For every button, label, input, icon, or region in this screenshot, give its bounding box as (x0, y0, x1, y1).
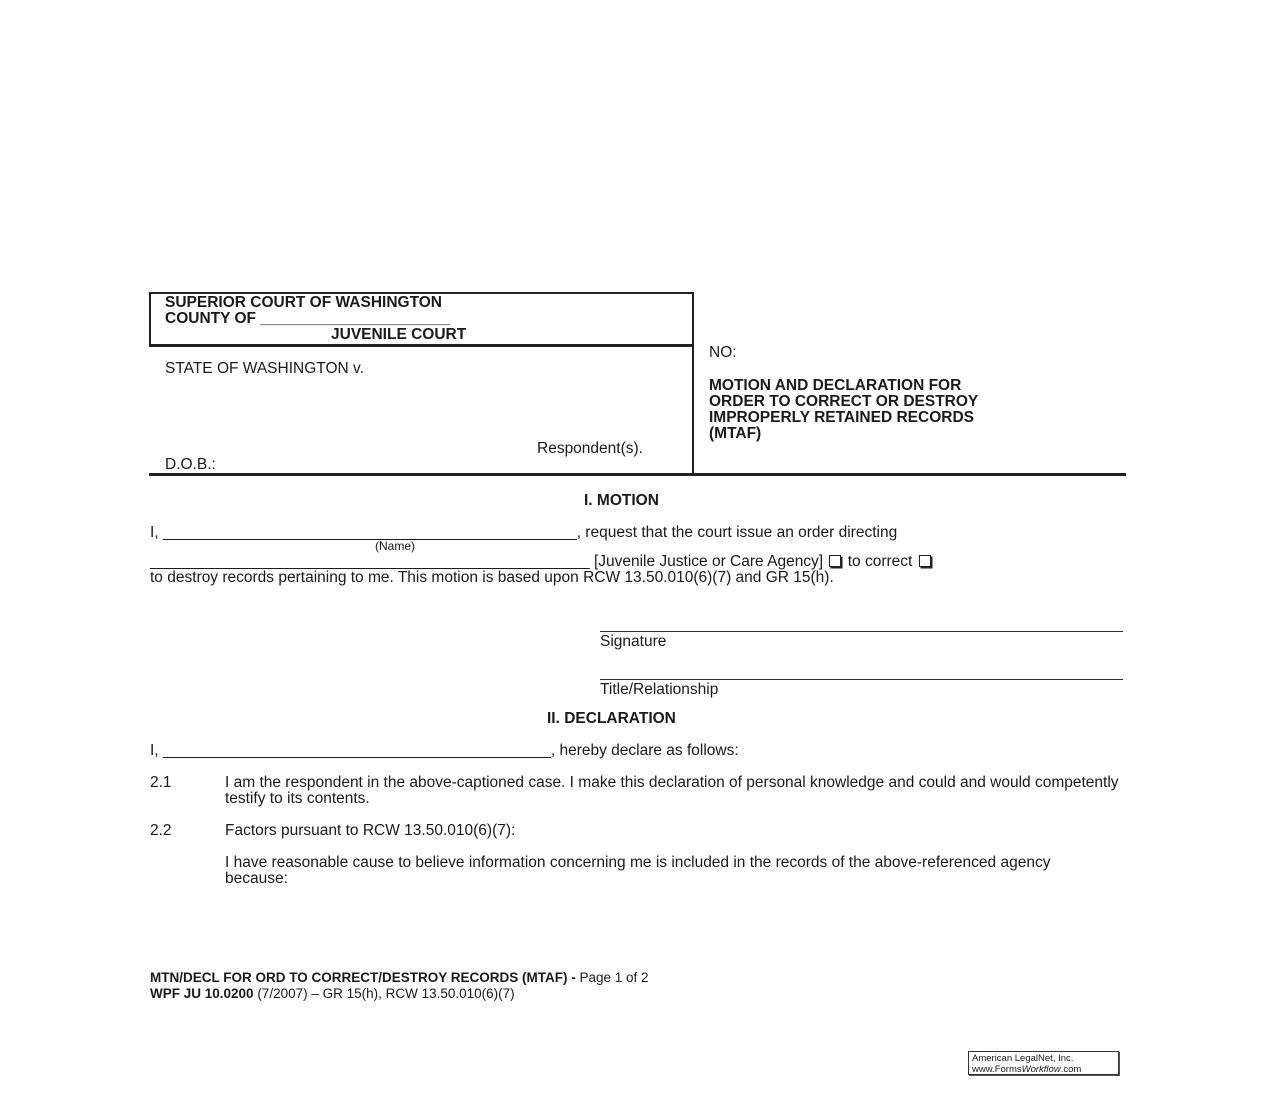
item-2-1-number: 2.1 (150, 774, 172, 791)
declaration-heading: II. DECLARATION (547, 710, 676, 727)
form-title-line3: IMPROPERLY RETAINED RECORDS (709, 409, 974, 426)
motion-line2 (150, 554, 933, 570)
footer-page: Page 1 of 2 (575, 970, 649, 985)
title-relationship-label: Title/Relationship (600, 681, 719, 698)
caption-divider-horizontal (149, 473, 1126, 476)
american-legalnet-logo (968, 1051, 1119, 1075)
name-label: (Name) (375, 539, 416, 553)
respondent-label: Respondent(s). (537, 440, 643, 457)
court-name-line1: SUPERIOR COURT OF WASHINGTON (165, 294, 443, 311)
item-2-2-number: 2.2 (150, 822, 172, 839)
footer-form-title: MTN/DECL FOR ORD TO CORRECT/DESTROY RECORDS (MTAF) - (150, 970, 576, 985)
juvenile-court-line: JUVENILE COURT (331, 326, 467, 343)
title-relationship-line[interactable] (600, 679, 1123, 680)
item-2-2-text: Factors pursuant to RCW 13.50.010(6)(7): (225, 822, 516, 839)
form-title-line2: ORDER TO CORRECT OR DESTROY (709, 393, 979, 410)
declaration-intro: I, _____________________________________________, hereby declare as follows: (150, 742, 739, 759)
footer-form-number: WPF JU 10.0200 (150, 986, 254, 1001)
footer-line2 (150, 986, 515, 1001)
form-title-line1: MOTION AND DECLARATION FOR (709, 377, 962, 394)
case-number-label: NO: (709, 344, 737, 361)
correct-checkbox[interactable] (829, 555, 841, 567)
caption-divider-vertical (692, 292, 694, 474)
county-line: COUNTY OF ______________________ (165, 310, 450, 327)
reasonable-cause-text: I have reasonable cause to believe information concerning me is included in the records of the above-referenced agency because: (225, 854, 1051, 887)
footer-line1 (150, 970, 649, 985)
state-line: STATE OF WASHINGTON v. (165, 360, 364, 377)
footer-citation: (7/2007) – GR 15(h), RCW 13.50.010(6)(7) (253, 986, 515, 1001)
logo-url: www.FormsWorkflow.com (972, 1064, 1082, 1075)
correct-label: to correct (847, 553, 913, 570)
motion-heading: I. MOTION (584, 492, 659, 509)
motion-line1: I, ________________________________________________, request that the court issue an order directing (150, 524, 898, 541)
dob-label: D.O.B.: (165, 456, 216, 473)
form-title-line4: (MTAF) (709, 425, 762, 442)
signature-line[interactable] (600, 631, 1123, 632)
motion-line3: to destroy records pertaining to me. This motion is based upon RCW 13.50.010(6)(7) and GR 15(h). (150, 569, 834, 586)
logo-company: American LegalNet, Inc. (972, 1053, 1074, 1064)
destroy-checkbox[interactable] (919, 555, 931, 567)
item-2-1-text: I am the respondent in the above-captioned case. I make this declaration of personal knowledge and could and would competently testify to its contents. (225, 774, 1119, 807)
agency-line-text: ___________________________________________________ [Juvenile Justice or Care Agency] (150, 553, 824, 570)
signature-label: Signature (600, 633, 667, 650)
